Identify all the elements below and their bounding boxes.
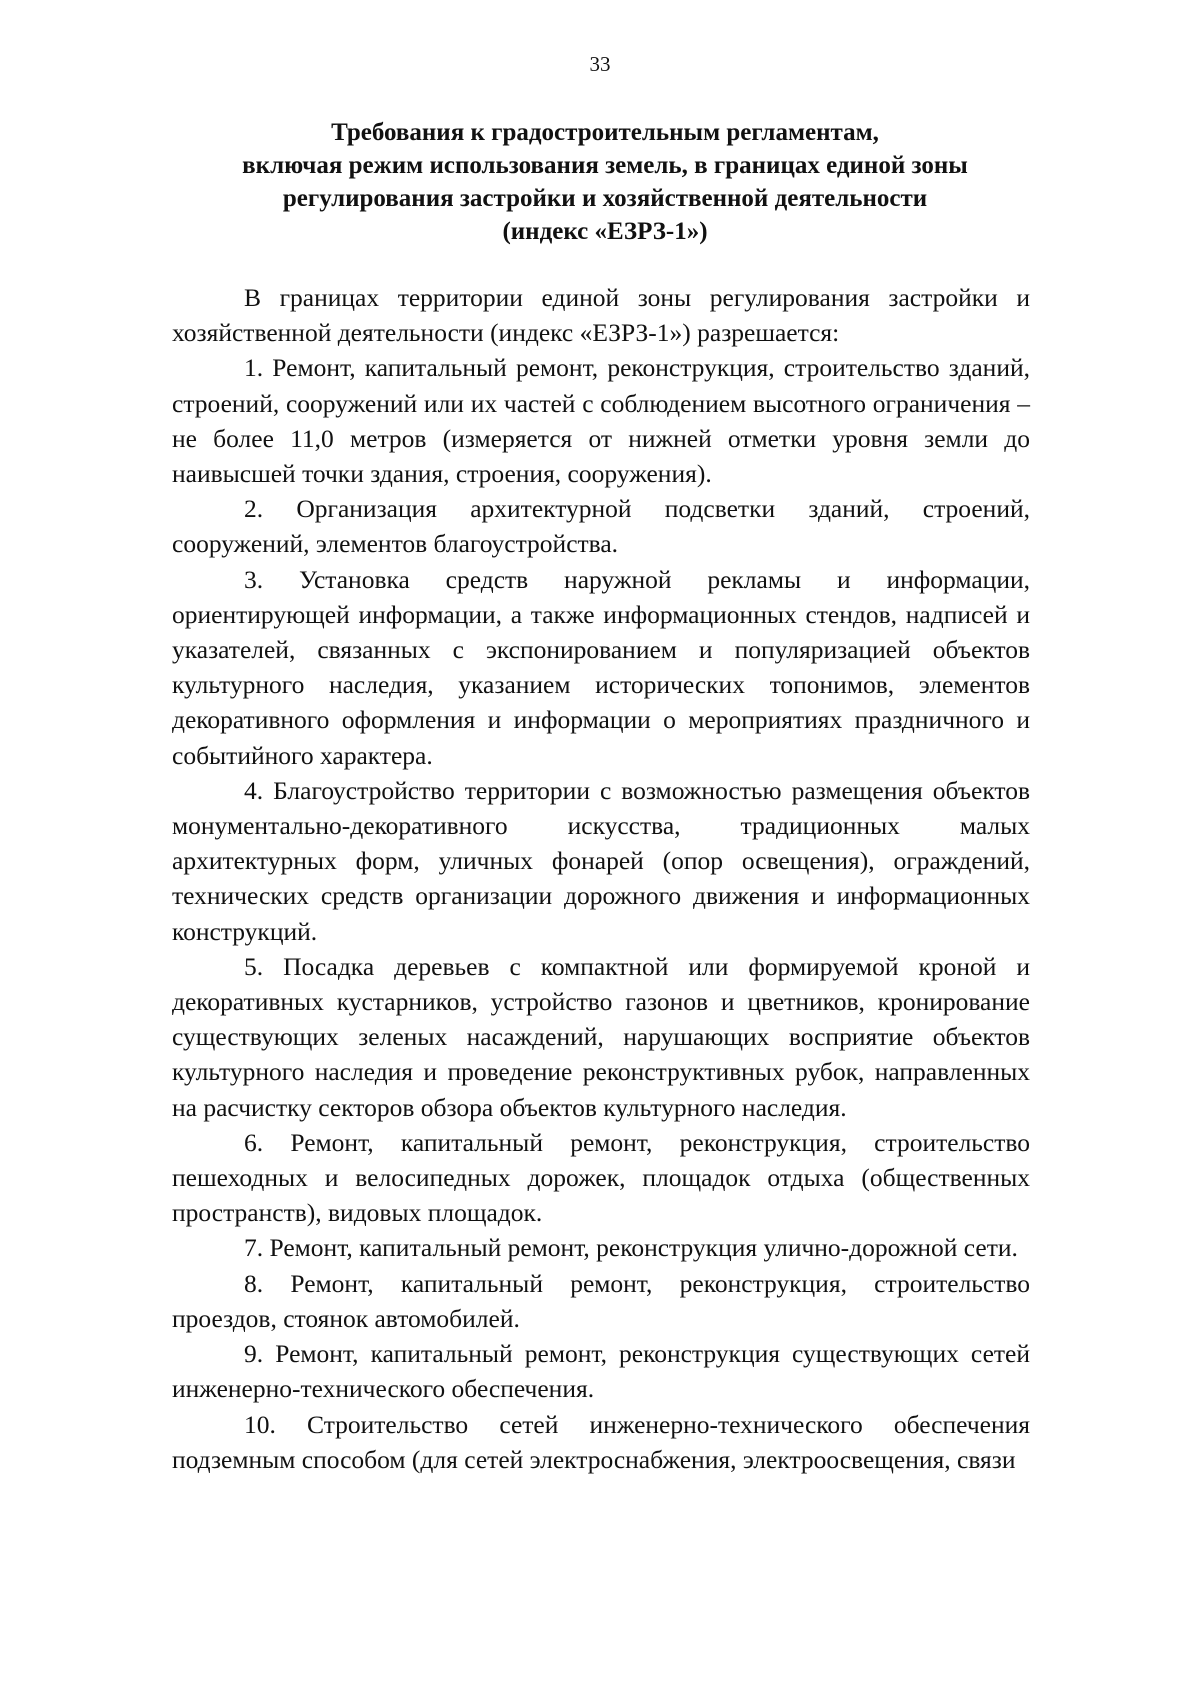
list-item: 3. Установка средств наружной рекламы и информации, ориентирующей информации, а также информационных стендов, надписей и указателей, связанных с экспонированием и популяризацией объектов культурного наследия, указанием исторических топонимов, элементов декоративного оформления и информации о мероприятиях праздничного и событийного характера. (172, 564, 1030, 770)
list-item: 7. Ремонт, капитальный ремонт, реконструкция улично-дорожной сети. (244, 1233, 1018, 1263)
section-title (160, 116, 1050, 248)
list-item: 8. Ремонт, капитальный ремонт, реконструкция, строительство проездов, стоянок автомобилей. (172, 1268, 1030, 1333)
title-line: регулирования застройки и хозяйственной деятельности (282, 185, 928, 212)
list-item: 1. Ремонт, капитальный ремонт, реконструкция, строительство зданий, строений, сооружений или их частей с соблюдением высотного ограничения – не более 11,0 метров (измеряется от нижней отметки уровня земли до наивысшей точки здания, строения, сооружения). (172, 353, 1030, 489)
list-item: 10. Строительство сетей инженерно-технического обеспечения подземным способом (для сетей электроснабжения, электроосвещения, связи (172, 1409, 1030, 1474)
list-item: 5. Посадка деревьев с компактной или формируемой кроной и декоративных кустарников, устройство газонов и цветников, кронирование существующих зеленых насаждений, нарушающих восприятие объектов культурного наследия и проведение реконструктивных рубок, направленных на расчистку секторов обзора объектов культурного наследия. (172, 951, 1030, 1122)
list-item: 4. Благоустройство территории с возможностью размещения объектов монументально-декоративного искусства, традиционных малых архитектурных форм, уличных фонарей (опор освещения), ограждений, технических средств организации дорожного движения и информационных конструкций. (172, 775, 1030, 946)
title-line: включая режим использования земель, в границах единой зоны (242, 152, 968, 179)
intro-paragraph: В границах территории единой зоны регулирования застройки и хозяйственной деятельности (индекс «ЕЗРЗ-1») разрешается: (172, 283, 1030, 348)
title-line: Требования к градостроительным регламентам, (331, 119, 879, 146)
page-number: 33 (589, 52, 611, 76)
list-item: 6. Ремонт, капитальный ремонт, реконструкция, строительство пешеходных и велосипедных дорожек, площадок отдыха (общественных пространств), видовых площадок. (172, 1127, 1030, 1228)
list-item: 2. Организация архитектурной подсветки зданий, строений, сооружений, элементов благоустройства. (172, 494, 1030, 559)
title-line: (индекс «ЕЗРЗ-1») (502, 218, 708, 245)
document-body (172, 280, 1030, 1477)
list-item: 9. Ремонт, капитальный ремонт, реконструкция существующих сетей инженерно-технического обеспечения. (172, 1339, 1030, 1404)
